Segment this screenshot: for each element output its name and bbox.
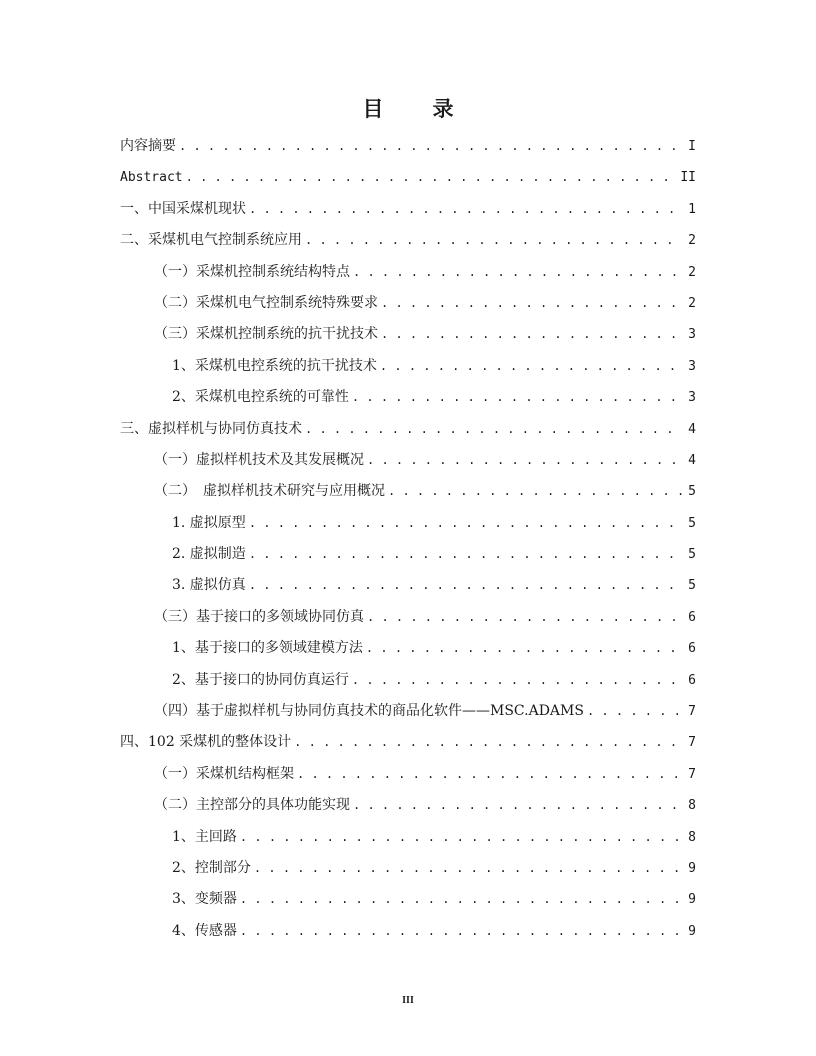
toc-entry-label: （二）采煤机电气控制系统特殊要求 [154, 294, 378, 311]
toc-entry-label: （二） 虚拟样机技术研究与应用概况 [154, 483, 385, 500]
toc-entry-page: 8 [688, 798, 696, 814]
toc-dot-leader [366, 635, 683, 661]
toc-dot-leader [186, 164, 678, 190]
toc-entry-page: 4 [688, 452, 696, 468]
toc-dot-leader [353, 792, 683, 818]
toc-dot-leader [587, 698, 683, 724]
toc-dot-leader [381, 290, 683, 316]
toc-entry-label: （二）主控部分的具体功能实现 [154, 797, 350, 814]
toc-entry-label: 一、中国采煤机现状 [120, 200, 246, 217]
toc-entry-page: 9 [688, 860, 696, 876]
toc-entry[interactable] [120, 729, 696, 760]
toc-entry-label: 2、基于接口的协同仿真运行 [172, 671, 349, 688]
toc-dot-leader [352, 384, 683, 410]
toc-entry-page: II [680, 170, 696, 186]
toc-entry-label: 4、传感器 [172, 922, 237, 939]
toc-entry[interactable] [120, 792, 696, 823]
toc-entry[interactable] [120, 290, 696, 321]
toc-entry-page: 2 [688, 264, 696, 280]
toc-dot-leader [381, 321, 683, 347]
toc-entry[interactable] [120, 164, 696, 195]
toc-entry-label: 内容摘要 [120, 138, 176, 154]
toc-dot-leader [367, 604, 683, 630]
toc-entry-page: 5 [688, 578, 696, 594]
toc-entry[interactable] [120, 855, 696, 886]
toc-dot-leader [380, 353, 683, 379]
toc-entry[interactable] [120, 227, 696, 258]
toc-entry-page: 7 [688, 735, 696, 751]
toc-entry-label: 2、控制部分 [172, 859, 251, 876]
toc-entry-label: 1. 虚拟原型 [172, 514, 246, 531]
toc-entry-page: 6 [688, 641, 696, 657]
toc-dot-leader [367, 447, 683, 473]
toc-entry[interactable] [120, 510, 696, 541]
toc-entry[interactable] [120, 321, 696, 352]
toc-entry[interactable] [120, 196, 696, 227]
toc-entry-label: 二、采煤机电气控制系统应用 [120, 232, 302, 249]
toc-entry-label: （四）基于虚拟样机与协同仿真技术的商品化软件——MSC.ADAMS [154, 703, 584, 720]
toc-dot-leader [179, 133, 683, 159]
toc-entry-label: 1、主回路 [172, 828, 237, 845]
toc-entry-page: 9 [688, 923, 696, 939]
toc-title: 目 录 [362, 96, 468, 121]
toc-dot-leader [352, 667, 683, 693]
toc-entry-page: I [688, 139, 696, 154]
toc-entry-page: 5 [688, 547, 696, 563]
toc-entry-page: 5 [688, 484, 696, 500]
toc-entry-page: 2 [688, 295, 696, 311]
page-number: III [402, 995, 414, 1006]
toc-entry-label: 三、虚拟样机与协同仿真技术 [120, 420, 302, 437]
toc-entry-page: 9 [688, 892, 696, 908]
toc-entry-page: 1 [688, 201, 696, 217]
toc-list [120, 133, 696, 949]
toc-entry[interactable] [120, 541, 696, 572]
toc-dot-leader [294, 729, 683, 755]
toc-entry-label: 3. 虚拟仿真 [172, 577, 246, 594]
toc-entry-page: 5 [688, 515, 696, 531]
toc-entry[interactable] [120, 886, 696, 917]
toc-entry[interactable] [120, 918, 696, 949]
toc-entry-page: 3 [688, 390, 696, 406]
toc-entry[interactable] [120, 447, 696, 478]
toc-entry-label: 1、采煤机电控系统的抗干扰技术 [172, 357, 377, 374]
toc-dot-leader [249, 510, 683, 536]
toc-entry-page: 4 [688, 421, 696, 437]
toc-entry-label: Abstract [120, 170, 183, 186]
toc-dot-leader [249, 541, 683, 567]
toc-entry-page: 3 [688, 358, 696, 374]
toc-entry-page: 3 [688, 327, 696, 343]
toc-dot-leader [249, 572, 683, 598]
toc-entry-label: （一）虚拟样机技术及其发展概况 [154, 451, 364, 468]
toc-entry[interactable] [120, 353, 696, 384]
toc-entry[interactable] [120, 761, 696, 792]
toc-entry[interactable] [120, 259, 696, 290]
toc-entry-page: 2 [688, 233, 696, 249]
toc-dot-leader [305, 227, 683, 253]
toc-entry-label: 2. 虚拟制造 [172, 546, 246, 563]
toc-entry-label: （三）采煤机控制系统的抗干扰技术 [154, 326, 378, 343]
toc-entry-label: 3、变频器 [172, 891, 237, 908]
toc-entry[interactable] [120, 478, 696, 509]
toc-entry-page: 6 [688, 609, 696, 625]
toc-entry-page: 6 [688, 672, 696, 688]
toc-entry-label: 四、102 采煤机的整体设计 [120, 734, 292, 751]
toc-entry[interactable] [120, 635, 696, 666]
toc-entry-page: 8 [688, 829, 696, 845]
toc-dot-leader [249, 196, 683, 222]
toc-entry-page: 7 [688, 704, 696, 720]
toc-dot-leader [388, 478, 683, 504]
toc-entry[interactable] [120, 698, 696, 729]
toc-dot-leader [305, 416, 683, 442]
toc-dot-leader [240, 918, 683, 944]
toc-entry-label: 1、基于接口的多领域建模方法 [172, 640, 363, 657]
toc-entry-label: （一）采煤机控制系统结构特点 [154, 263, 350, 280]
toc-dot-leader [240, 886, 683, 912]
toc-entry[interactable] [120, 384, 696, 415]
toc-dot-leader [240, 824, 683, 850]
toc-entry[interactable] [120, 133, 696, 164]
toc-dot-leader [353, 259, 683, 285]
toc-dot-leader [254, 855, 683, 881]
toc-entry-label: （三）基于接口的多领域协同仿真 [154, 608, 364, 625]
toc-entry[interactable] [120, 667, 696, 698]
toc-entry[interactable] [120, 604, 696, 635]
toc-entry-page: 7 [688, 766, 696, 782]
toc-entry[interactable] [120, 416, 696, 447]
toc-dot-leader [297, 761, 683, 787]
toc-entry[interactable] [120, 824, 696, 855]
toc-entry-label: （一）采煤机结构框架 [154, 765, 294, 782]
toc-entry[interactable] [120, 572, 696, 603]
toc-entry-label: 2、采煤机电控系统的可靠性 [172, 389, 349, 406]
